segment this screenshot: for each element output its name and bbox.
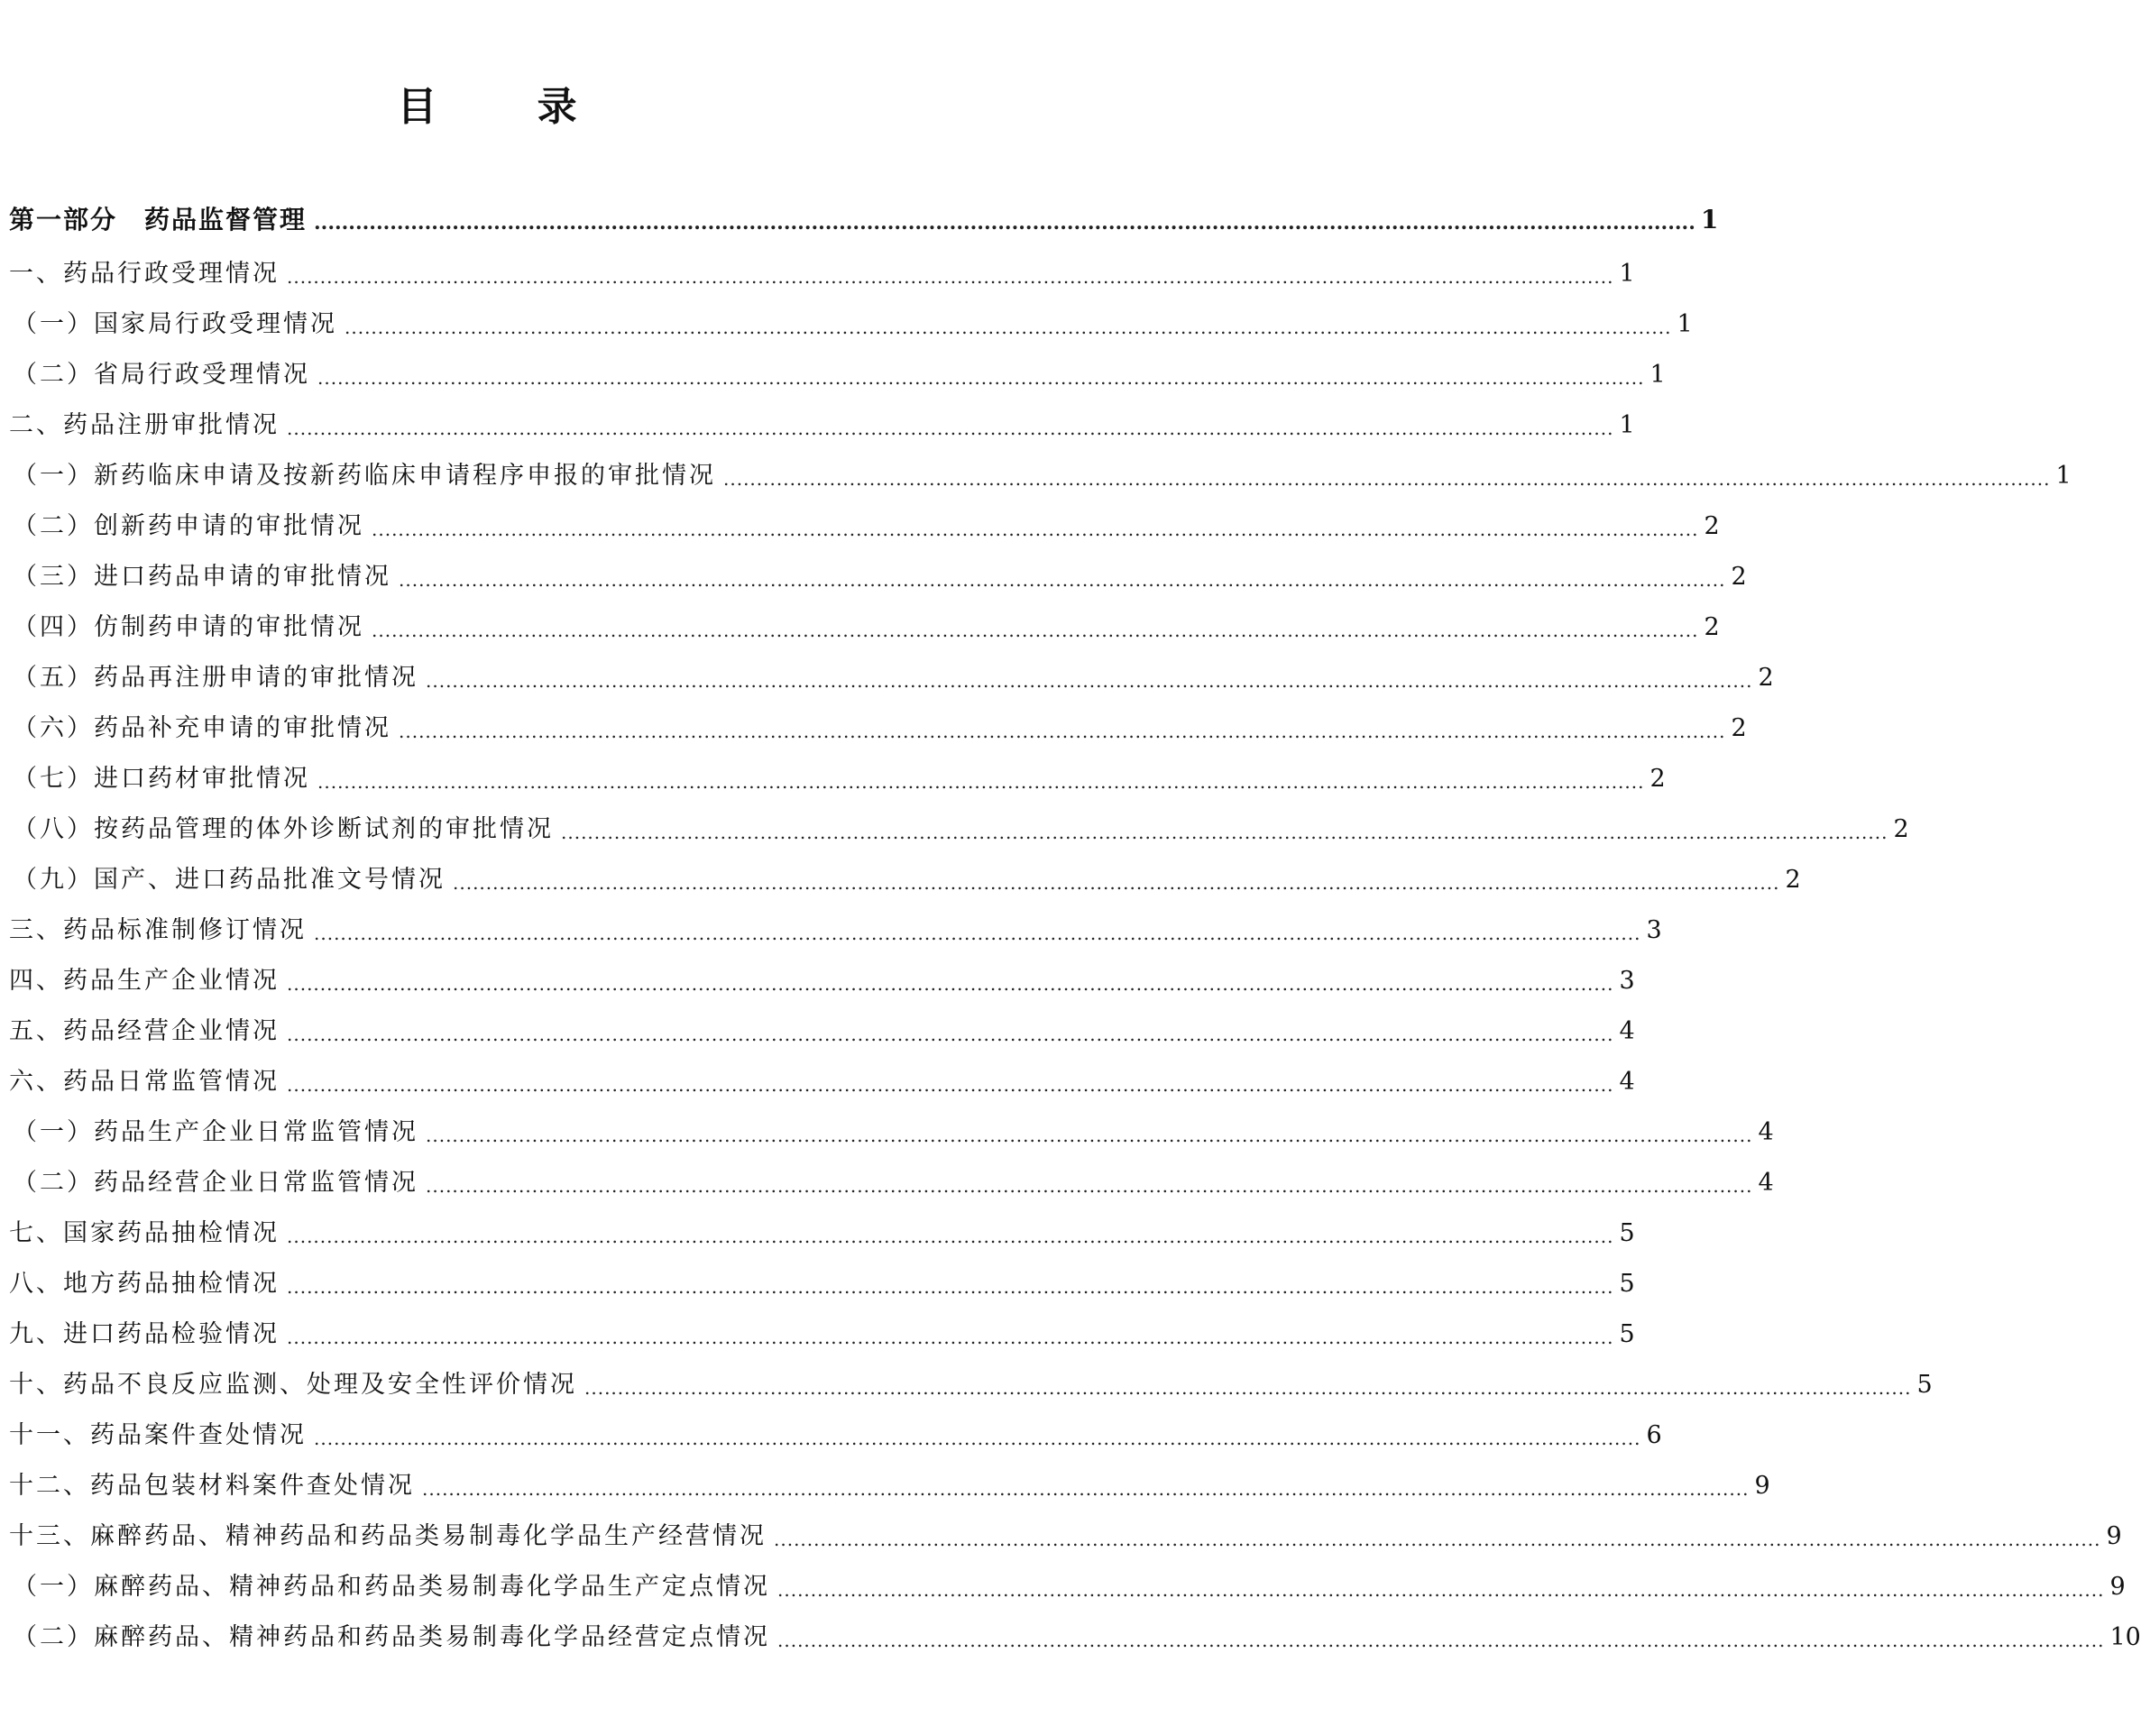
toc-entry[interactable] [9,1147,1774,1198]
toc-page-number: 4 [1619,1068,1635,1096]
toc-entry-label: 十一、药品案件查处情况 [9,1421,307,1449]
toc-entry[interactable] [9,895,1662,945]
toc-entry-label: 二、药品注册审批情况 [9,411,280,439]
toc-entry-label: 四、药品生产企业情况 [9,967,280,995]
toc-entry-label: （一）药品生产企业日常监管情况 [13,1118,418,1146]
toc-entry-label: 五、药品经营企业情况 [9,1017,280,1045]
toc-entry[interactable] [9,693,1747,743]
toc-entry-label: 七、国家药品抽检情况 [9,1219,280,1247]
dot-leader: ........................................................................................................................................................................................................ [287,1024,1614,1045]
toc-page-number: 5 [1916,1371,1933,1399]
toc-page-number: 1 [1700,205,1719,234]
toc-entry[interactable] [9,996,1635,1046]
toc-entry[interactable] [9,491,1720,541]
dot-leader: ........................................................................................................................................................................................................ [287,973,1614,995]
toc-entry[interactable] [9,1198,1635,1248]
toc-entry-label: （七）进口药材审批情况 [13,765,310,793]
toc-part-heading[interactable] [9,177,1719,234]
toc-entry-label: （一）新药临床申请及按新药临床申请程序申报的审批情况 [13,462,716,490]
toc-entry[interactable] [9,1046,1635,1097]
toc-entry-label: （一）麻醉药品、精神药品和药品类易制毒化学品生产定点情况 [13,1573,770,1601]
toc-page-number: 1 [1619,260,1635,288]
dot-leader: ........................................................................................................................................................................................................ [774,1529,2101,1550]
toc-entry-label: 十二、药品包装材料案件查处情况 [9,1472,415,1500]
toc-entry[interactable] [9,794,1909,844]
toc-entry[interactable] [9,1097,1774,1147]
toc-page-number: 3 [1619,967,1635,995]
toc-entry[interactable] [9,339,1666,390]
toc-page-number: 2 [1785,866,1801,894]
toc-page-number: 2 [1731,714,1747,742]
dot-leader: ........................................................................................................................................................................................................ [317,771,1645,793]
dot-leader: ........................................................................................................................................................................................................ [287,1327,1614,1348]
toc-page-number: 5 [1619,1320,1635,1348]
dot-leader: ........................................................................................................................................................................................................ [314,923,1641,944]
toc-page-number: 2 [1704,613,1720,641]
toc-entry-label: （九）国产、进口药品批准文号情况 [13,866,446,894]
toc-page-number: 4 [1758,1118,1774,1146]
toc-page-number: 5 [1619,1270,1635,1298]
toc-entry[interactable] [9,1400,1662,1450]
toc-entry-label: （四）仿制药申请的审批情况 [13,613,364,641]
dot-leader: ........................................................................................................................................................................................................ [314,211,1695,234]
toc-entry[interactable] [9,642,1774,693]
toc-entry[interactable] [9,743,1666,794]
toc-entry[interactable] [9,592,1720,642]
dot-leader: ........................................................................................................................................................................................................ [287,1226,1614,1247]
dot-leader: ........................................................................................................................................................................................................ [777,1579,2105,1601]
toc-page-number: 1 [1677,310,1693,338]
toc-entry[interactable] [9,541,1747,592]
toc-entry-label: （二）创新药申请的审批情况 [13,512,364,540]
dot-leader: ........................................................................................................................................................................................................ [426,1175,1753,1197]
toc-entry-label: 第一部分 药品监督管理 [9,205,308,234]
toc-entry[interactable] [9,1450,1770,1501]
page-title: 目 录 [397,84,620,130]
toc-entry-label: 一、药品行政受理情况 [9,260,280,288]
dot-leader: ........................................................................................................................................................................................................ [287,266,1614,288]
toc-entry[interactable] [9,390,1635,440]
dot-leader: ........................................................................................................................................................................................................ [453,872,1780,894]
dot-leader: ........................................................................................................................................................................................................ [345,317,1672,338]
dot-leader: ........................................................................................................................................................................................................ [399,721,1726,742]
toc-page-number: 2 [1758,664,1774,692]
toc-entry[interactable] [9,1501,2122,1551]
toc-entry-label: （二）省局行政受理情况 [13,361,310,389]
toc-page-number: 9 [2109,1573,2126,1601]
toc-entry[interactable] [9,1349,1933,1400]
toc-page-number: 2 [1731,563,1747,591]
toc-entry[interactable] [9,1602,2141,1652]
toc-entry[interactable] [9,1248,1635,1299]
table-of-contents [9,177,2141,1652]
toc-page-number: 4 [1758,1169,1774,1197]
dot-leader: ........................................................................................................................................................................................................ [426,670,1753,692]
toc-entry-label: 十三、麻醉药品、精神药品和药品类易制毒化学品生产经营情况 [9,1522,767,1550]
toc-entry-label: （三）进口药品申请的审批情况 [13,563,391,591]
dot-leader: ........................................................................................................................................................................................................ [372,519,1699,540]
toc-entry[interactable] [9,1551,2126,1602]
dot-leader: ........................................................................................................................................................................................................ [777,1630,2105,1651]
toc-page-number: 3 [1646,916,1662,944]
toc-entry-label: 三、药品标准制修订情况 [9,916,307,944]
toc-page-number: 6 [1646,1421,1662,1449]
toc-entry[interactable] [9,238,1635,289]
toc-entry-label: （八）按药品管理的体外诊断试剂的审批情况 [13,815,554,843]
dot-leader: ........................................................................................................................................................................................................ [399,569,1726,591]
toc-entry[interactable] [9,844,1801,895]
toc-entry-label: （一）国家局行政受理情况 [13,310,337,338]
dot-leader: ........................................................................................................................................................................................................ [723,468,2051,490]
toc-entry-label: 九、进口药品检验情况 [9,1320,280,1348]
toc-page-number: 4 [1619,1017,1635,1045]
toc-page-number: 1 [2055,462,2072,490]
toc-entry-label: （五）药品再注册申请的审批情况 [13,664,418,692]
toc-page-number: 10 [2109,1623,2141,1651]
toc-entry[interactable] [9,440,2072,491]
toc-entry-label: （二）药品经营企业日常监管情况 [13,1169,418,1197]
dot-leader: ........................................................................................................................................................................................................ [287,1276,1614,1298]
toc-page-number: 2 [1704,512,1720,540]
toc-entry[interactable] [9,289,1693,339]
toc-entry-label: 十、药品不良反应监测、处理及安全性评价情况 [9,1371,577,1399]
dot-leader: ........................................................................................................................................................................................................ [287,418,1614,439]
dot-leader: ........................................................................................................................................................................................................ [317,367,1645,389]
dot-leader: ........................................................................................................................................................................................................ [426,1125,1753,1146]
dot-leader: ........................................................................................................................................................................................................ [372,620,1699,641]
toc-entry-label: （六）药品补充申请的审批情况 [13,714,391,742]
dot-leader: ........................................................................................................................................................................................................ [584,1377,1912,1399]
toc-page-number: 5 [1619,1219,1635,1247]
toc-page-number: 2 [1893,815,1909,843]
toc-entry-label: 八、地方药品抽检情况 [9,1270,280,1298]
toc-page-number: 9 [2106,1522,2122,1550]
toc-page-number: 1 [1649,361,1666,389]
toc-entry-label: （二）麻醉药品、精神药品和药品类易制毒化学品经营定点情况 [13,1623,770,1651]
dot-leader: ........................................................................................................................................................................................................ [422,1478,1750,1500]
toc-entry[interactable] [9,945,1635,996]
dot-leader: ........................................................................................................................................................................................................ [287,1074,1614,1096]
toc-page-number: 9 [1754,1472,1770,1500]
toc-page-number: 2 [1649,765,1666,793]
dot-leader: ........................................................................................................................................................................................................ [561,822,1888,843]
toc-entry-label: 六、药品日常监管情况 [9,1068,280,1096]
toc-page-number: 1 [1619,411,1635,439]
dot-leader: ........................................................................................................................................................................................................ [314,1428,1641,1449]
toc-entry[interactable] [9,1299,1635,1349]
